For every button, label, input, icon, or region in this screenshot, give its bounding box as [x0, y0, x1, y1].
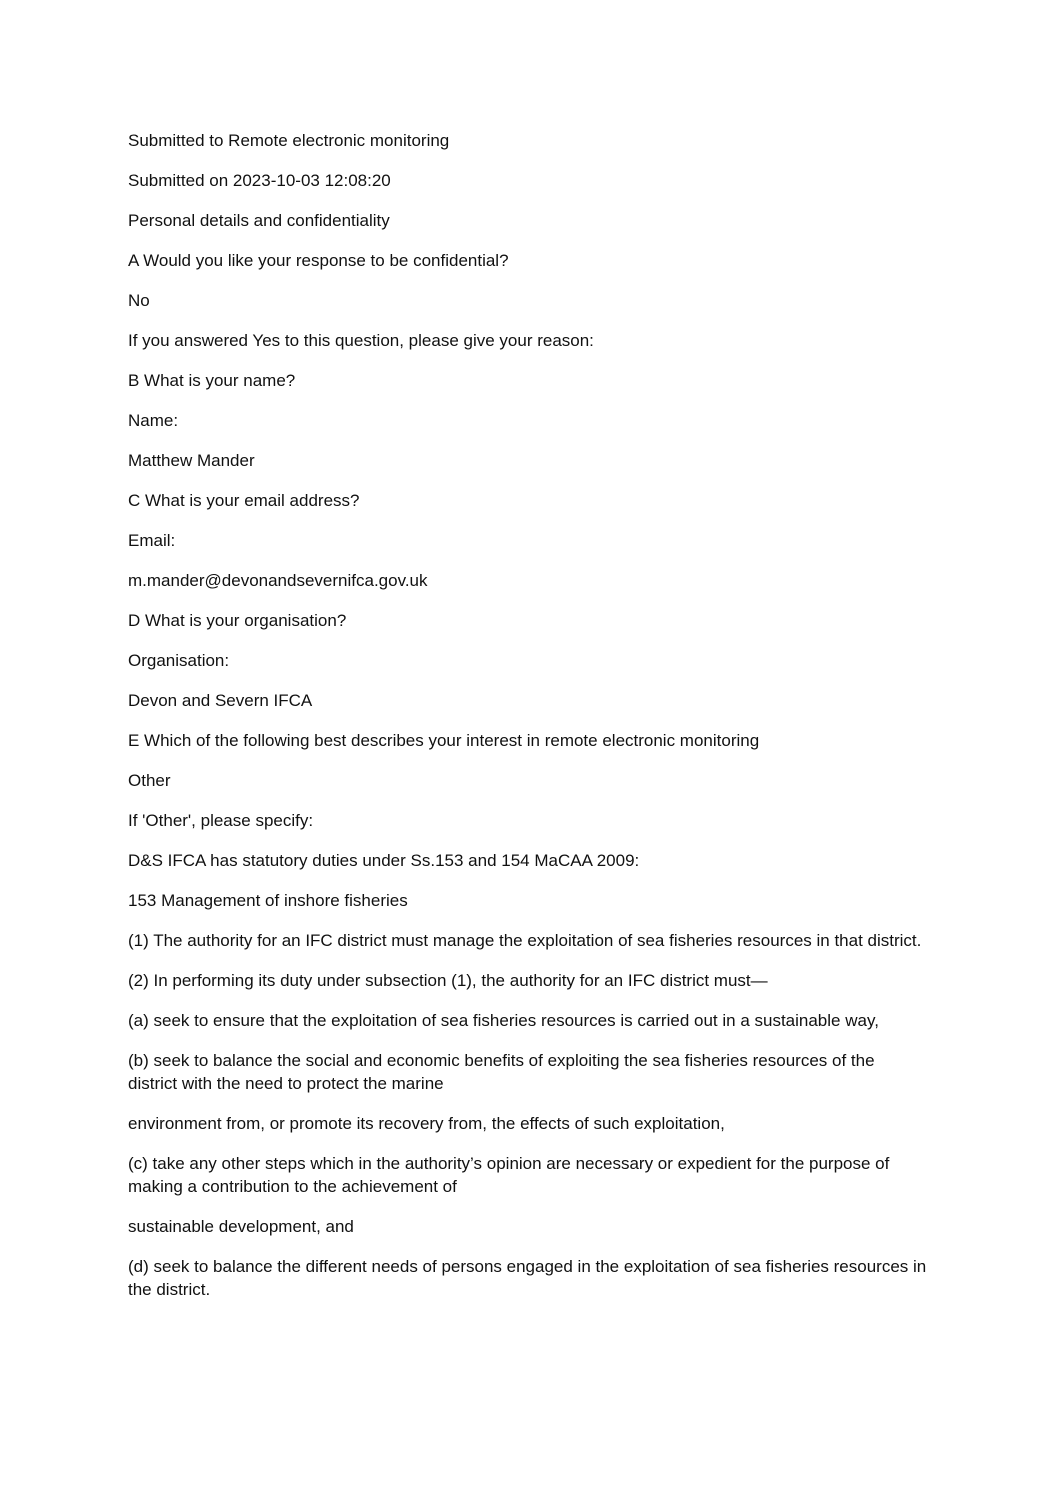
clause-2d: (d) seek to balance the different needs of persons engaged in the exploitation of sea fisheries resources in the district. [128, 1257, 927, 1299]
email-label: Email: [128, 531, 176, 550]
clause-2a: (a) seek to ensure that the exploitation of sea fisheries resources is carried out in a sustainable way, [128, 1011, 879, 1030]
clause-2c-continued: sustainable development, and [128, 1217, 354, 1236]
question-b: B What is your name? [128, 371, 296, 390]
question-c: C What is your email address? [128, 491, 360, 510]
clause-1: (1) The authority for an IFC district must manage the exploitation of sea fisheries resources in that district. [128, 931, 922, 950]
question-d: D What is your organisation? [128, 611, 347, 630]
section-heading: Personal details and confidentiality [128, 211, 390, 230]
name-label: Name: [128, 411, 179, 430]
organisation-value: Devon and Severn IFCA [128, 691, 313, 710]
organisation-label: Organisation: [128, 651, 230, 670]
answer-e: Other [128, 771, 171, 790]
document-page [128, 129, 928, 1318]
submitted-on-line: Submitted on 2023-10-03 12:08:20 [128, 171, 391, 190]
question-a-reason: If you answered Yes to this question, please give your reason: [128, 331, 594, 350]
submitted-to-line: Submitted to Remote electronic monitoring [128, 131, 450, 150]
clause-2b: (b) seek to balance the social and economic benefits of exploiting the sea fisheries resources of the district with the need to protect the marine [128, 1051, 875, 1093]
clause-2c: (c) take any other steps which in the authority’s opinion are necessary or expedient for the purpose of making a contribution to the achievement of [128, 1154, 890, 1196]
other-specify-label: If 'Other', please specify: [128, 811, 314, 830]
question-a: A Would you like your response to be confidential? [128, 251, 509, 270]
name-value: Matthew Mander [128, 451, 255, 470]
clause-2: (2) In performing its duty under subsection (1), the authority for an IFC district must— [128, 971, 768, 990]
email-value: m.mander@devonandsevernifca.gov.uk [128, 571, 428, 590]
question-e: E Which of the following best describes your interest in remote electronic monitoring [128, 731, 760, 750]
section-153-heading: 153 Management of inshore fisheries [128, 891, 408, 910]
answer-a: No [128, 291, 150, 310]
statutory-duties-intro: D&S IFCA has statutory duties under Ss.153 and 154 MaCAA 2009: [128, 851, 640, 870]
clause-2b-continued: environment from, or promote its recovery from, the effects of such exploitation, [128, 1114, 725, 1133]
